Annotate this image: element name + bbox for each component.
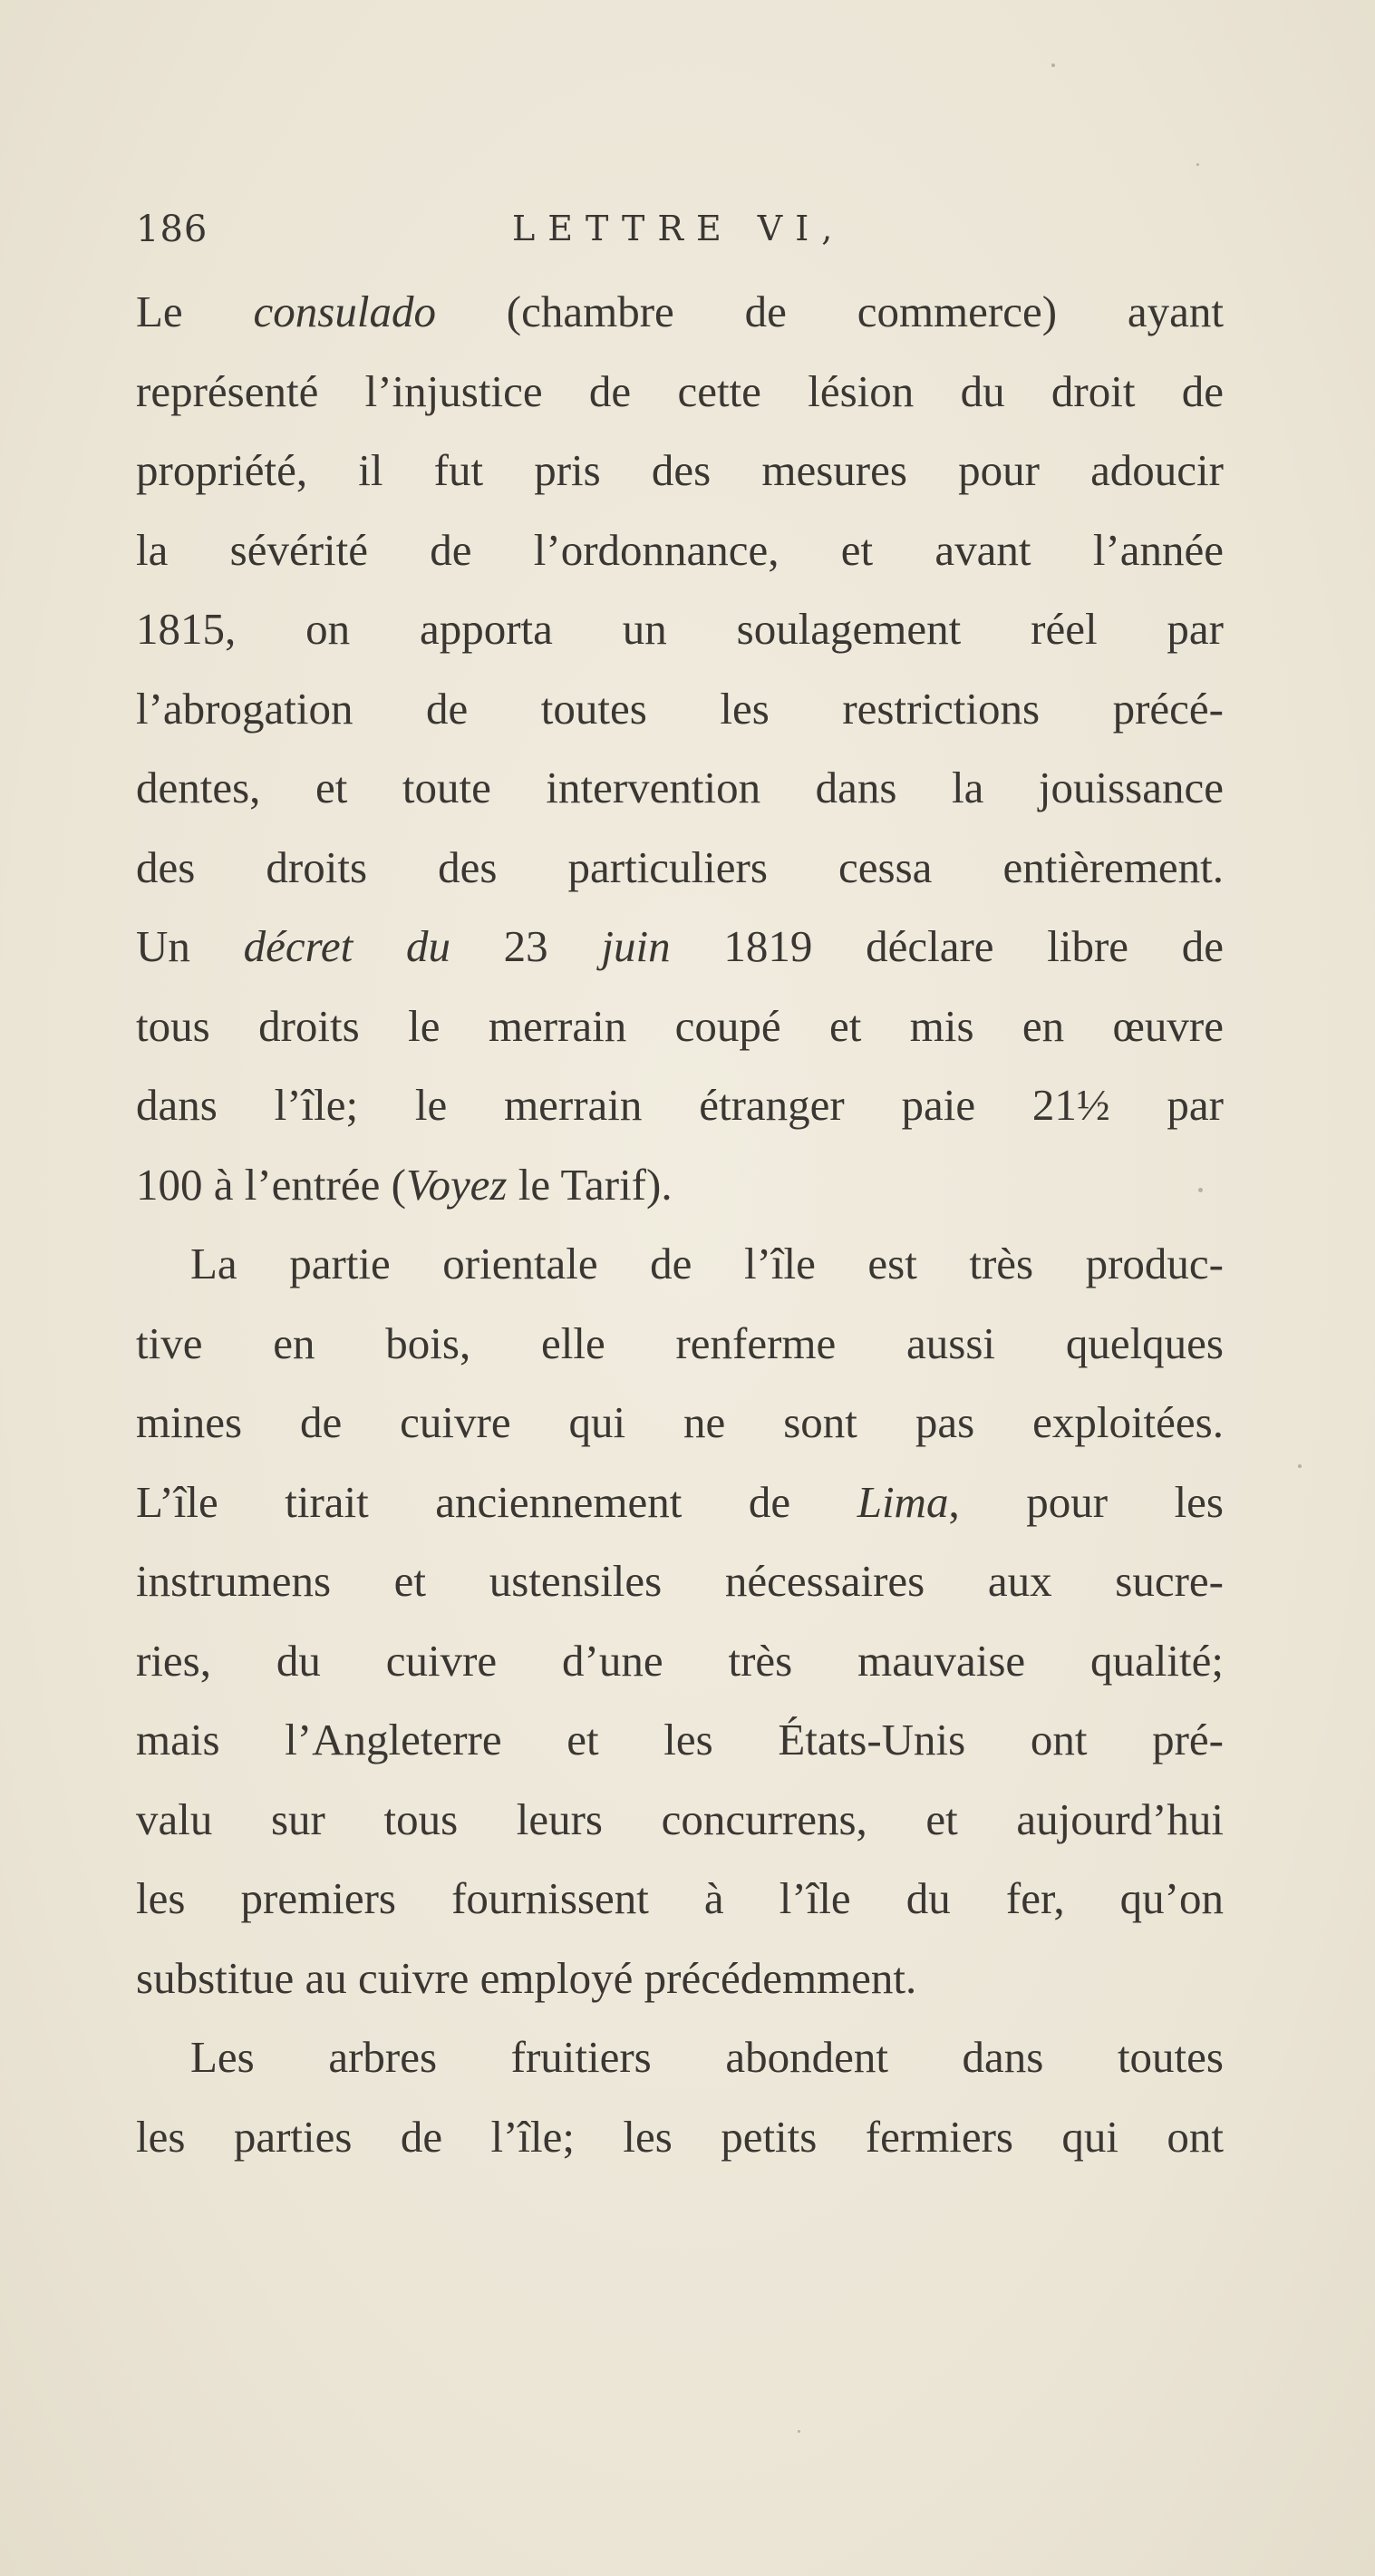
text-run: mines de cuivre qui ne sont pas exploitées. bbox=[136, 1397, 1224, 1447]
text-line bbox=[136, 748, 1224, 828]
text-run: Le bbox=[136, 287, 254, 336]
text-line bbox=[136, 1383, 1224, 1463]
text-run: les parties de l’île; les petits fermiers qui ont bbox=[136, 2111, 1224, 2162]
text-run: 23 bbox=[450, 921, 602, 971]
page-header bbox=[136, 209, 1224, 263]
italic-text: juin bbox=[601, 921, 671, 971]
italic-text: Lima bbox=[857, 1476, 949, 1527]
text-run: 100 à l’entrée ( bbox=[136, 1159, 406, 1210]
text-line bbox=[136, 2097, 1224, 2177]
text-run: La partie orientale de l’île est très produc- bbox=[190, 1239, 1224, 1288]
text-run: dans l’île; le merrain étranger paie 21½ par bbox=[136, 1080, 1224, 1130]
text-line bbox=[136, 1621, 1224, 1701]
text-run: valu sur tous leurs concurrens, et aujourd’hui bbox=[136, 1793, 1224, 1844]
text-line bbox=[136, 828, 1224, 908]
paper-speck bbox=[1051, 63, 1055, 67]
paper-speck bbox=[1298, 1464, 1302, 1468]
italic-text: décret du bbox=[243, 921, 450, 971]
text-run: , pour les bbox=[948, 1476, 1224, 1527]
running-head: LETTRE VI, bbox=[512, 209, 846, 248]
text-run: (chambre de commerce) ayant bbox=[435, 287, 1224, 336]
text-line bbox=[136, 2017, 1224, 2097]
text-run: représenté l’injustice de cette lésion du droit de bbox=[136, 365, 1224, 416]
text-run: tive en bois, elle renferme aussi quelques bbox=[136, 1317, 1224, 1368]
text-run: Les arbres fruitiers abondent dans toutes bbox=[190, 2032, 1224, 2082]
text-line bbox=[136, 352, 1224, 432]
text-run: le Tarif). bbox=[507, 1159, 673, 1210]
text-line bbox=[136, 1700, 1224, 1780]
text-run: les premiers fournissent à l’île du fer, qu’on bbox=[136, 1873, 1224, 1923]
text-run: tous droits le merrain coupé et mis en œuvre bbox=[136, 1000, 1224, 1051]
text-run: des droits des particuliers cessa entièrement. bbox=[136, 841, 1224, 892]
body-text bbox=[136, 272, 1224, 2176]
text-line bbox=[136, 510, 1224, 590]
text-run: L’île tirait anciennement de bbox=[136, 1476, 857, 1527]
italic-text: Voyez bbox=[405, 1159, 508, 1210]
paper-speck bbox=[1198, 1188, 1203, 1192]
italic-text: consulado bbox=[253, 287, 436, 336]
text-line bbox=[136, 669, 1224, 749]
text-run: substitue au cuivre employé précédemment. bbox=[136, 1952, 917, 2003]
page-number: 186 bbox=[136, 209, 208, 250]
text-run: instrumens et ustensiles nécessaires aux sucre- bbox=[136, 1556, 1224, 1606]
text-line bbox=[136, 1463, 1224, 1542]
text-line bbox=[136, 431, 1224, 510]
text-line bbox=[136, 1145, 1224, 1225]
text-run: mais l’Angleterre et les États-Unis ont pré- bbox=[136, 1715, 1224, 1764]
text-line bbox=[136, 907, 1224, 987]
text-run: propriété, il fut pris des mesures pour adoucir bbox=[136, 445, 1224, 495]
text-line bbox=[136, 1065, 1224, 1145]
text-run: dentes, et toute intervention dans la jouissance bbox=[136, 763, 1224, 812]
paper-speck bbox=[798, 2430, 800, 2433]
text-run: 1819 déclare libre de bbox=[670, 921, 1224, 971]
text-line bbox=[136, 1304, 1224, 1384]
text-run: Un bbox=[136, 921, 244, 971]
text-line bbox=[136, 1224, 1224, 1304]
text-line bbox=[136, 1780, 1224, 1860]
text-run: ries, du cuivre d’une très mauvaise qualité; bbox=[136, 1635, 1224, 1686]
text-line bbox=[136, 272, 1224, 352]
text-line bbox=[136, 1939, 1224, 2018]
text-line bbox=[136, 1541, 1224, 1621]
text-run: l’abrogation de toutes les restrictions précé- bbox=[136, 683, 1224, 734]
text-line bbox=[136, 1859, 1224, 1939]
text-run: 1815, on apporta un soulagement réel par bbox=[136, 604, 1224, 654]
text-run: la sévérité de l’ordonnance, et avant l’année bbox=[136, 524, 1224, 575]
paper-speck bbox=[1196, 163, 1199, 166]
text-line bbox=[136, 589, 1224, 669]
text-line bbox=[136, 987, 1224, 1066]
